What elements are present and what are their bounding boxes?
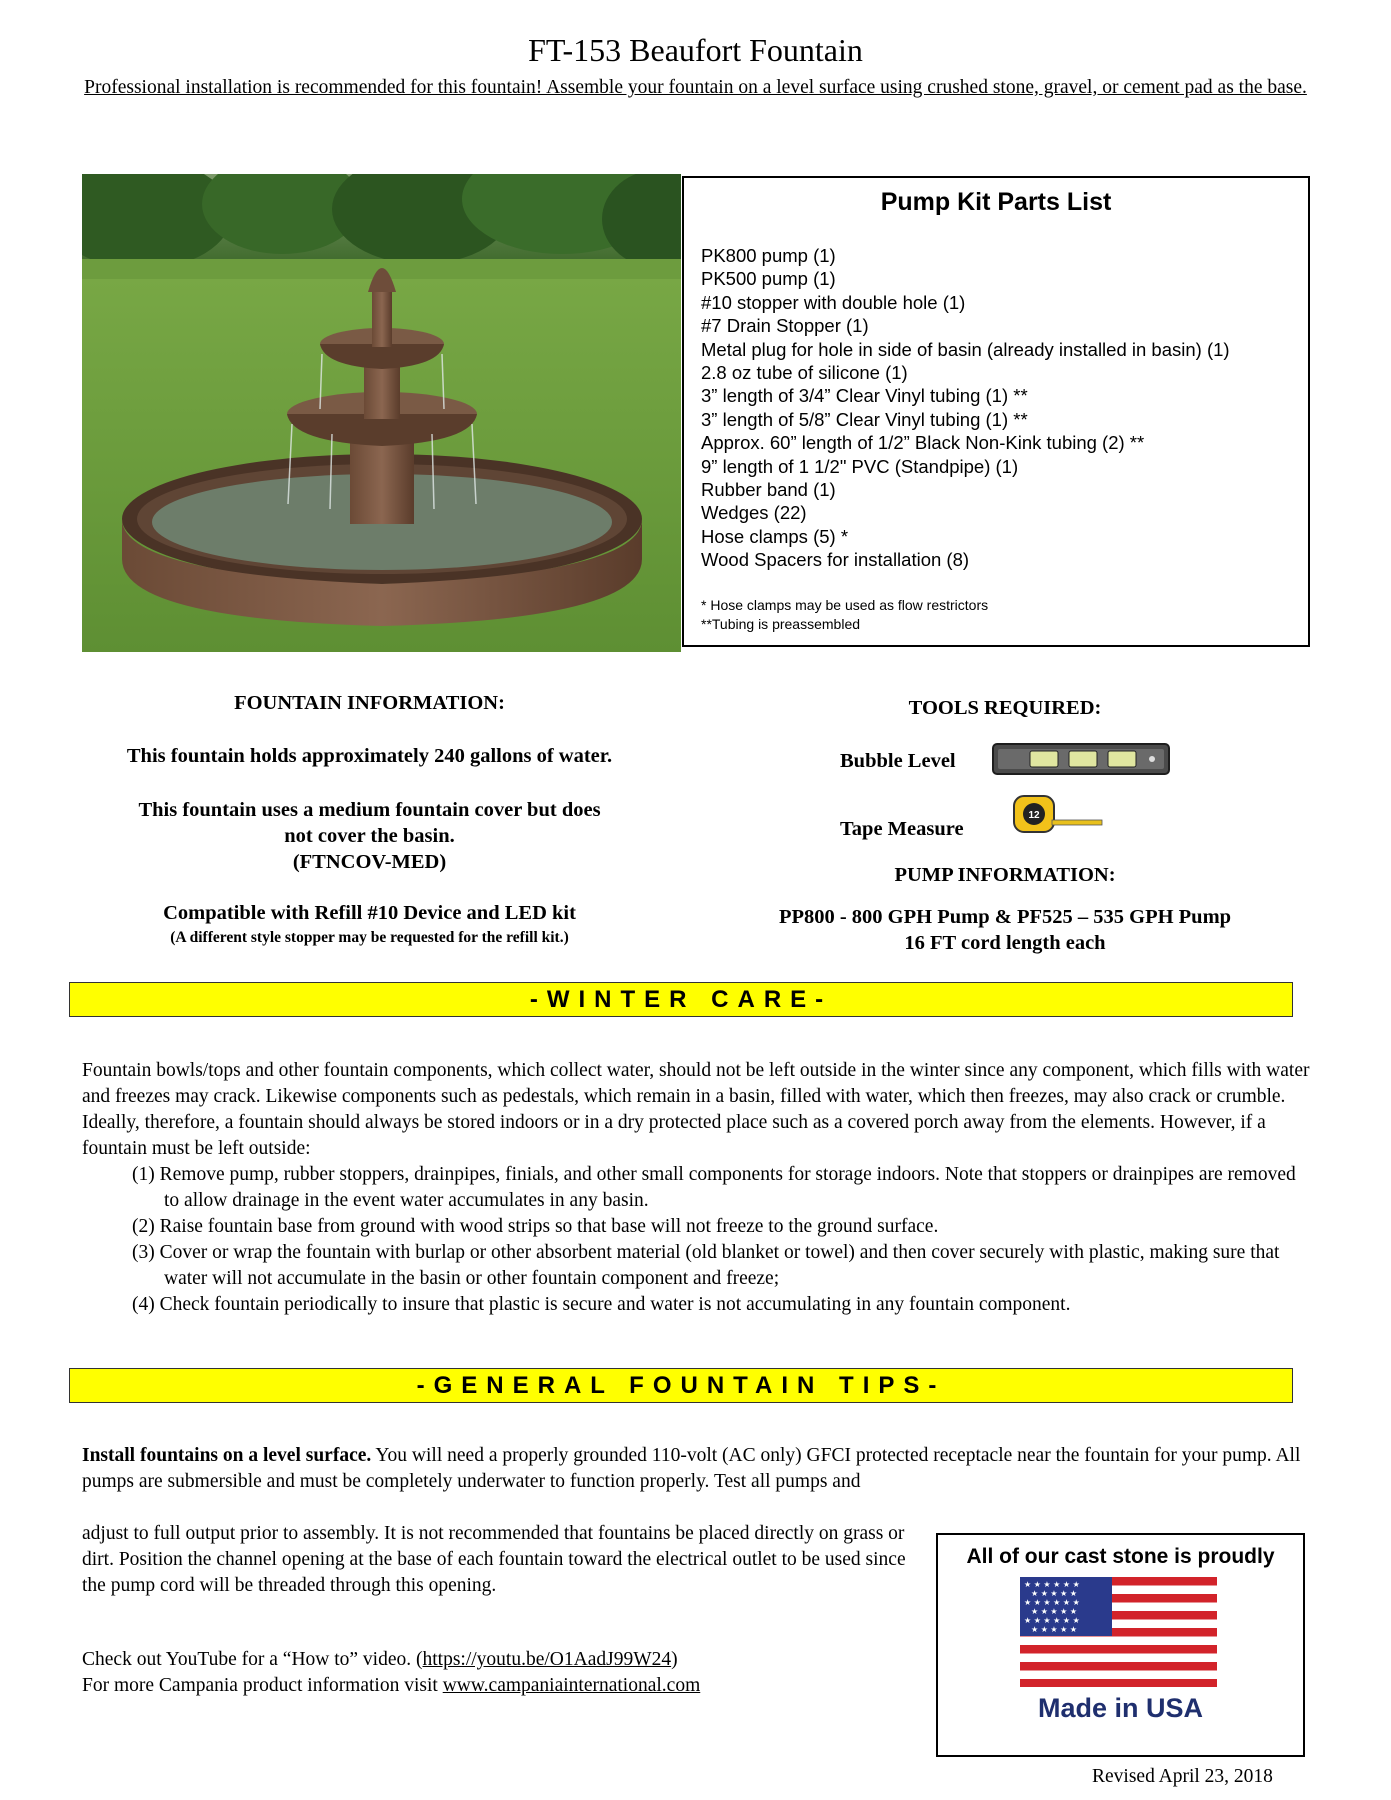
parts-list-item: PK500 pump (1) [701, 268, 836, 290]
tips-lead-rest: You will need a properly grounded 110-volt (AC only) GFCI protected receptacle near the fountain for your pump. All pumps are submersible and must be completely underwater to function properly. Test all pumps and [82, 1445, 1301, 1492]
parts-list-item: #7 Drain Stopper (1) [701, 315, 869, 337]
youtube-link[interactable]: https://youtu.be/O1AadJ99W24 [422, 1649, 672, 1670]
winter-care-step: (1) Remove pump, rubber stoppers, drainpipes, finials, and other small components for storage indoors. Note that stoppers or drainpipes are removed to allow drainage in the event water accumulates in any basin. [132, 1164, 1296, 1211]
svg-text:★ ★ ★ ★ ★ ★: ★ ★ ★ ★ ★ ★ [1024, 1616, 1080, 1625]
general-tips-banner: -GENERAL FOUNTAIN TIPS- [69, 1368, 1293, 1403]
youtube-close: ) [671, 1649, 678, 1670]
page-title: FT-153 Beaufort Fountain [528, 32, 863, 68]
youtube-line [82, 1647, 678, 1673]
parts-list-item: Hose clamps (5) * [701, 525, 849, 547]
fountain-photo [82, 174, 681, 652]
parts-list-item: Metal plug for hole in side of basin (already installed in basin) (1) [701, 338, 1230, 360]
usa-caption: All of our cast stone is proudly [966, 1545, 1275, 1568]
winter-care-step: (3) Cover or wrap the fountain with burlap or other absorbent material (old blanket or towel) and then cover securely with plastic, making sure that water will not accumulate in the basin or other fountain component and freeze; [132, 1242, 1280, 1289]
cover-model: (FTNCOV-MED) [292, 851, 447, 873]
svg-text:★ ★ ★ ★ ★ ★: ★ ★ ★ ★ ★ ★ [1024, 1580, 1080, 1589]
tips-paragraph [82, 1443, 1312, 1495]
compatibility-info: Compatible with Refill #10 Device and LED kit [163, 902, 576, 924]
bubble-level-icon [992, 740, 1170, 778]
cover-line: not cover the basin. [284, 825, 455, 847]
winter-care-step: (4) Check fountain periodically to insure that plastic is secure and water is not accumulating in any fountain component. [132, 1294, 1071, 1315]
parts-list-item: PK800 pump (1) [701, 245, 836, 266]
winter-care-steps [132, 1162, 1312, 1318]
parts-list-item: #10 stopper with double hole (1) [701, 291, 966, 313]
fountain-info-heading: FOUNTAIN INFORMATION: [234, 692, 505, 714]
bubble-level-label: Bubble Level [840, 750, 956, 772]
parts-list-item: Approx. 60” length of 1/2” Black Non-Kink tubing (2) ** [701, 432, 1145, 454]
installation-note: Professional installation is recommended for this fountain! Assemble your fountain on a level surface using crushed stone, gravel, or cement pad as the base. [84, 77, 1307, 98]
compatibility-note: (A different style stopper may be requested for the refill kit.) [170, 929, 569, 946]
cover-line: This fountain uses a medium fountain cover but does [138, 799, 601, 821]
parts-list-item: 9” length of 1 1/2" PVC (Standpipe) (1) [701, 455, 1019, 477]
fountain-cover-info [82, 797, 657, 875]
made-in-usa-badge [936, 1533, 1305, 1757]
parts-list-item: 3” length of 5/8” Clear Vinyl tubing (1) ** [701, 408, 1028, 430]
campania-link[interactable]: www.campaniainternational.com [442, 1675, 701, 1696]
pump-info-heading: PUMP INFORMATION: [894, 864, 1116, 886]
svg-text:★ ★ ★ ★ ★ ★: ★ ★ ★ ★ ★ ★ [1024, 1598, 1080, 1607]
us-flag-icon [1020, 1577, 1217, 1687]
parts-list-item: Wedges (22) [701, 502, 807, 524]
pump-kit-parts-box [682, 176, 1310, 647]
parts-list-item: Rubber band (1) [701, 479, 836, 501]
revision-date: Revised April 23, 2018 [1092, 1766, 1273, 1787]
svg-text:★ ★ ★ ★ ★: ★ ★ ★ ★ ★ [1031, 1625, 1078, 1634]
winter-care-intro: Fountain bowls/tops and other fountain components, which collect water, should not be left outside in the winter since any component, which fills with water and freezes may crack. Likewise components such as pedestals, which remain in a basin, filled with water, which then freezes, may also crack or crumble. Ideally, therefore, a fountain should always be stored indoors or in a dry protected place such as a covered porch away from the elements. However, if a fountain must be left outside: [82, 1060, 1310, 1159]
tools-heading: TOOLS REQUIRED: [908, 697, 1102, 719]
parts-list-item: Wood Spacers for installation (8) [701, 549, 970, 571]
svg-text:★ ★ ★ ★ ★: ★ ★ ★ ★ ★ [1031, 1589, 1078, 1598]
pump-models: PP800 - 800 GPH Pump & PF525 – 535 GPH Pump [778, 906, 1232, 928]
tips-lead: Install fountains on a level surface. [82, 1445, 372, 1466]
parts-notes [701, 596, 988, 634]
fountain-capacity: This fountain holds approximately 240 gallons of water. [126, 745, 613, 767]
pump-cord-length: 16 FT cord length each [904, 932, 1106, 954]
hose-clamp-note: * Hose clamps may be used as flow restrictors [701, 597, 989, 613]
tape-measure-number: 12 [1028, 810, 1040, 821]
youtube-text: Check out YouTube for a “How to” video. ( [82, 1649, 423, 1670]
made-in-usa-text: Made in USA [1037, 1693, 1204, 1723]
tubing-note: **Tubing is preassembled [701, 616, 861, 632]
parts-list-title: Pump Kit Parts List [880, 188, 1112, 216]
winter-care-step: (2) Raise fountain base from ground with wood strips so that base will not freeze to the ground surface. [132, 1216, 939, 1237]
svg-text:★ ★ ★ ★ ★: ★ ★ ★ ★ ★ [1031, 1607, 1078, 1616]
winter-care-banner: -WINTER CARE- [69, 982, 1293, 1017]
campania-line [82, 1673, 700, 1699]
tips-paragraph-continued: adjust to full output prior to assembly. It is not recommended that fountains be placed directly on grass or dirt. Position the channel opening at the base of each fountain toward the electrical outlet to be used since the pump cord will be threaded through this opening. [82, 1523, 906, 1596]
campania-text: For more Campania product information visit [82, 1675, 443, 1696]
parts-list [701, 244, 1230, 572]
parts-list-item: 3” length of 3/4” Clear Vinyl tubing (1) ** [701, 385, 1028, 407]
parts-list-item: 2.8 oz tube of silicone (1) [701, 362, 908, 384]
tape-measure-icon [1012, 792, 1106, 836]
tape-measure-label: Tape Measure [840, 818, 964, 840]
